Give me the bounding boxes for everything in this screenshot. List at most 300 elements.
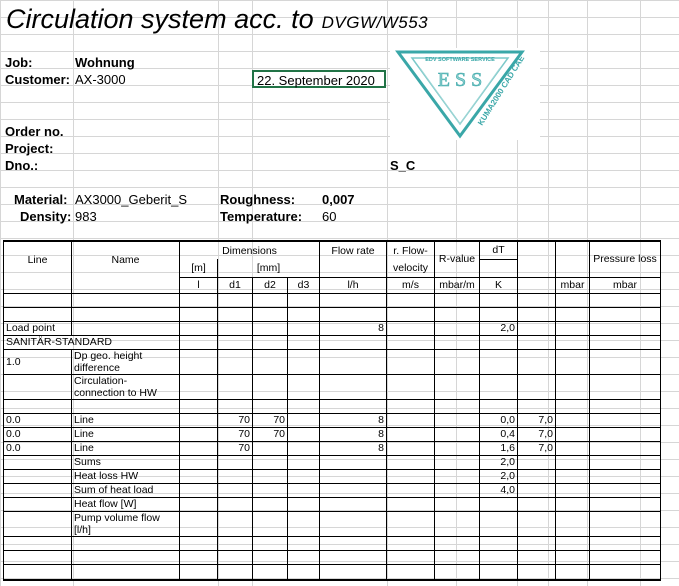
cell-name[interactable]: Heat loss HW: [72, 469, 180, 483]
cell-vel[interactable]: [387, 469, 435, 483]
cell-vel[interactable]: [387, 374, 435, 399]
cell-flow[interactable]: [320, 307, 387, 321]
cell-d2[interactable]: [253, 497, 288, 511]
cell-x[interactable]: [518, 564, 556, 580]
cell-flow[interactable]: [320, 511, 387, 536]
cell-r[interactable]: [435, 564, 480, 580]
circulation-table: [3, 240, 661, 581]
cell-x[interactable]: [518, 455, 556, 469]
cell-line[interactable]: [4, 455, 72, 469]
cell-d1[interactable]: 70: [218, 413, 253, 427]
cell-x[interactable]: 7,0: [518, 441, 556, 455]
cell-d1[interactable]: 70: [218, 441, 253, 455]
header-ms: m/s: [387, 277, 435, 293]
date-cell-selected[interactable]: 22. September 2020: [252, 70, 386, 88]
cell-mbar[interactable]: [556, 349, 590, 374]
table-row: [4, 511, 661, 536]
cell-mbar[interactable]: [556, 483, 590, 497]
cell-mbar[interactable]: [556, 307, 590, 321]
temperature-value[interactable]: 60: [322, 209, 337, 224]
cell-ploss[interactable]: [590, 413, 661, 427]
cell-d3[interactable]: [288, 335, 320, 349]
header-flow-velocity-1: r. Flow-: [387, 241, 435, 259]
header-flow-velocity-2: velocity: [387, 259, 435, 277]
cell-ploss[interactable]: [590, 293, 661, 307]
cell-dt[interactable]: 1,6: [480, 441, 518, 455]
cell-mbar[interactable]: [556, 413, 590, 427]
cell-vel[interactable]: [387, 497, 435, 511]
cell-d3[interactable]: [288, 564, 320, 580]
cell-d1[interactable]: [218, 550, 253, 564]
cell-line[interactable]: [4, 550, 72, 564]
table-row: [4, 427, 661, 441]
cell-d3[interactable]: [288, 511, 320, 536]
cell-line[interactable]: [4, 307, 72, 321]
cell-d3[interactable]: [288, 321, 320, 335]
table-row: [4, 536, 661, 550]
cell-l[interactable]: [180, 427, 218, 441]
cell-d2[interactable]: [253, 441, 288, 455]
header-dimensions: Dimensions: [180, 241, 320, 259]
cell-d1[interactable]: [218, 307, 253, 321]
sc-value[interactable]: S_C: [390, 158, 416, 173]
cell-ploss[interactable]: [590, 550, 661, 564]
cell-l[interactable]: [180, 564, 218, 580]
cell-name[interactable]: Sum of heat load: [72, 483, 180, 497]
header-d3: d3: [288, 277, 320, 293]
table-row: [4, 374, 661, 399]
cell-ploss[interactable]: [590, 321, 661, 335]
cell-name[interactable]: [72, 321, 180, 335]
header-blank-4: [556, 259, 590, 277]
cell-ploss[interactable]: [590, 497, 661, 511]
header-row-1: [4, 241, 661, 259]
cell-dt[interactable]: 2,0: [480, 469, 518, 483]
cell-d3[interactable]: [288, 349, 320, 374]
cell-flow[interactable]: [320, 483, 387, 497]
cell-r[interactable]: [435, 335, 480, 349]
header-mbar-1: mbar: [556, 277, 590, 293]
cell-d1[interactable]: [218, 293, 253, 307]
cell-l[interactable]: [180, 550, 218, 564]
header-blank-5: [518, 277, 556, 293]
cell-ploss[interactable]: [590, 483, 661, 497]
cell-d2[interactable]: [253, 321, 288, 335]
cell-d1[interactable]: [218, 335, 253, 349]
cell-flow[interactable]: [320, 497, 387, 511]
cell-ploss[interactable]: [590, 307, 661, 321]
cell-line[interactable]: [4, 564, 72, 580]
table-row: [4, 349, 661, 374]
svg-text:EDV SOFTWARE SERVICE: EDV SOFTWARE SERVICE: [425, 57, 495, 63]
dno-label: Dno.:: [5, 158, 39, 173]
table-row: [4, 497, 661, 511]
table-row: [4, 550, 661, 564]
header-blank-2: [556, 241, 590, 259]
cell-r[interactable]: [435, 469, 480, 483]
ess-logo-graphic: [390, 48, 540, 140]
cell-l[interactable]: [180, 374, 218, 399]
header-dt: dT: [480, 241, 518, 259]
cell-r[interactable]: [435, 536, 480, 550]
cell-d3[interactable]: [288, 469, 320, 483]
cell-vel[interactable]: [387, 441, 435, 455]
cell-mbar[interactable]: [556, 374, 590, 399]
cell-d2[interactable]: [253, 349, 288, 374]
job-value[interactable]: Wohnung: [75, 55, 135, 70]
cell-dt[interactable]: [480, 550, 518, 564]
cell-name[interactable]: [72, 307, 180, 321]
cell-mbar[interactable]: [556, 511, 590, 536]
cell-l[interactable]: [180, 349, 218, 374]
cell-l[interactable]: [180, 441, 218, 455]
cell-dt[interactable]: 2,0: [480, 455, 518, 469]
cell-line[interactable]: 1.0: [4, 349, 72, 374]
cell-d1[interactable]: [218, 321, 253, 335]
cell-line[interactable]: [4, 374, 72, 399]
cell-ploss[interactable]: [590, 511, 661, 536]
cell-vel[interactable]: [387, 550, 435, 564]
cell-flow[interactable]: 8: [320, 413, 387, 427]
cell-mbar[interactable]: [556, 550, 590, 564]
cell-name[interactable]: Line: [72, 427, 180, 441]
cell-dt[interactable]: [480, 307, 518, 321]
cell-x[interactable]: [518, 497, 556, 511]
cell-d3[interactable]: [288, 536, 320, 550]
cell-d2[interactable]: 70: [253, 427, 288, 441]
header-blank-3: [518, 259, 556, 277]
cell-x[interactable]: [518, 293, 556, 307]
material-label: Material:: [14, 192, 68, 207]
cell-d1[interactable]: [218, 564, 253, 580]
svg-text:E S S: E S S: [437, 69, 483, 91]
cell-d1[interactable]: [218, 455, 253, 469]
cell-line[interactable]: [4, 483, 72, 497]
cell-name[interactable]: [72, 564, 180, 580]
svg-text:KUMA2000 CAD CAE: KUMA2000 CAD CAE: [476, 54, 527, 128]
cell-ploss[interactable]: [590, 536, 661, 550]
density-label: Density:: [20, 209, 72, 224]
cell-l[interactable]: [180, 455, 218, 469]
cell-d2[interactable]: [253, 293, 288, 307]
table-row: [4, 483, 661, 497]
cell-d2[interactable]: [253, 483, 288, 497]
cell-d3[interactable]: [288, 399, 320, 413]
cell-dt[interactable]: 0,4: [480, 427, 518, 441]
cell-flow[interactable]: [320, 455, 387, 469]
ess-logo: [390, 48, 540, 140]
cell-dt[interactable]: 0,0: [480, 413, 518, 427]
cell-flow[interactable]: [320, 399, 387, 413]
cell-dt[interactable]: [480, 335, 518, 349]
table-row: [4, 293, 661, 307]
cell-ploss[interactable]: [590, 441, 661, 455]
cell-ploss[interactable]: [590, 374, 661, 399]
cell-vel[interactable]: [387, 399, 435, 413]
cell-vel[interactable]: [387, 335, 435, 349]
cell-dt[interactable]: 2,0: [480, 321, 518, 335]
table-row: [4, 469, 661, 483]
cell-x[interactable]: [518, 511, 556, 536]
density-value[interactable]: 983: [75, 209, 97, 224]
cell-l[interactable]: [180, 469, 218, 483]
header-blank-1: [518, 241, 556, 259]
cell-flow[interactable]: 8: [320, 321, 387, 335]
cell-r[interactable]: [435, 427, 480, 441]
cell-r[interactable]: [435, 399, 480, 413]
cell-vel[interactable]: [387, 564, 435, 580]
roughness-value[interactable]: 0,007: [322, 192, 355, 207]
cell-d2[interactable]: [253, 536, 288, 550]
cell-r[interactable]: [435, 293, 480, 307]
cell-line[interactable]: [4, 399, 72, 413]
cell-d1[interactable]: [218, 399, 253, 413]
cell-flow[interactable]: [320, 469, 387, 483]
cell-name[interactable]: Circulation-connection to HW: [72, 374, 180, 399]
cell-x[interactable]: 7,0: [518, 427, 556, 441]
cell-r[interactable]: [435, 511, 480, 536]
cell-l[interactable]: [180, 413, 218, 427]
header-flow-blank: [320, 259, 387, 277]
cell-dt[interactable]: [480, 497, 518, 511]
cell-line[interactable]: 0.0: [4, 413, 72, 427]
cell-flow[interactable]: [320, 293, 387, 307]
cell-vel[interactable]: [387, 536, 435, 550]
cell-d2[interactable]: [253, 399, 288, 413]
cell-flow[interactable]: 8: [320, 427, 387, 441]
cell-l[interactable]: [180, 307, 218, 321]
cell-d2[interactable]: [253, 469, 288, 483]
cell-d2[interactable]: [253, 374, 288, 399]
header-m-unit: [m]: [180, 259, 218, 277]
cell-d2[interactable]: [253, 550, 288, 564]
cell-x[interactable]: [518, 349, 556, 374]
cell-flow[interactable]: [320, 349, 387, 374]
cell-d2[interactable]: [253, 307, 288, 321]
cell-d1[interactable]: [218, 536, 253, 550]
cell-l[interactable]: [180, 335, 218, 349]
cell-x[interactable]: [518, 321, 556, 335]
cell-vel[interactable]: [387, 427, 435, 441]
table-row: [4, 441, 661, 455]
order-label: Order no.: [5, 124, 64, 139]
cell-flow[interactable]: [320, 536, 387, 550]
cell-d3[interactable]: [288, 550, 320, 564]
cell-d2[interactable]: [253, 455, 288, 469]
cell-ploss[interactable]: [590, 399, 661, 413]
cell-x[interactable]: [518, 307, 556, 321]
cell-x[interactable]: [518, 469, 556, 483]
cell-vel[interactable]: [387, 307, 435, 321]
header-units-name: [72, 277, 180, 293]
cell-d2[interactable]: 70: [253, 413, 288, 427]
cell-ploss[interactable]: [590, 349, 661, 374]
cell-x[interactable]: [518, 550, 556, 564]
cell-d3[interactable]: [288, 441, 320, 455]
cell-vel[interactable]: [387, 511, 435, 536]
cell-r[interactable]: [435, 497, 480, 511]
cell-d2[interactable]: [253, 335, 288, 349]
cell-name[interactable]: [72, 293, 180, 307]
cell-mbar[interactable]: [556, 293, 590, 307]
cell-l[interactable]: [180, 536, 218, 550]
cell-name[interactable]: [72, 399, 180, 413]
cell-r[interactable]: [435, 321, 480, 335]
cell-d1[interactable]: [218, 483, 253, 497]
cell-line[interactable]: [4, 511, 72, 536]
cell-d2[interactable]: [253, 564, 288, 580]
cell-vel[interactable]: [387, 413, 435, 427]
cell-vel[interactable]: [387, 293, 435, 307]
cell-flow[interactable]: [320, 335, 387, 349]
cell-d3[interactable]: [288, 497, 320, 511]
cell-dt[interactable]: [480, 374, 518, 399]
cell-name[interactable]: Line: [72, 413, 180, 427]
cell-ploss[interactable]: [590, 469, 661, 483]
cell-vel[interactable]: [387, 349, 435, 374]
cell-l[interactable]: [180, 293, 218, 307]
cell-name[interactable]: Pump volume flow [l/h]: [72, 511, 180, 536]
cell-name[interactable]: Sums: [72, 455, 180, 469]
cell-l[interactable]: [180, 511, 218, 536]
cell-d1[interactable]: [218, 469, 253, 483]
cell-r[interactable]: [435, 349, 480, 374]
cell-x[interactable]: [518, 483, 556, 497]
cell-d3[interactable]: [288, 413, 320, 427]
cell-d3[interactable]: [288, 293, 320, 307]
cell-name[interactable]: Line: [72, 441, 180, 455]
header-line: Line: [4, 241, 72, 277]
cell-x[interactable]: [518, 335, 556, 349]
cell-dt[interactable]: [480, 511, 518, 536]
cell-l[interactable]: [180, 321, 218, 335]
cell-d3[interactable]: [288, 307, 320, 321]
cell-d1[interactable]: [218, 511, 253, 536]
customer-label: Customer:: [5, 72, 71, 87]
cell-d1[interactable]: [218, 374, 253, 399]
table-row: [4, 564, 661, 580]
table-body: [4, 293, 661, 580]
header-mbar-2: mbar: [590, 277, 661, 293]
cell-mbar[interactable]: [556, 427, 590, 441]
cell-vel[interactable]: [387, 483, 435, 497]
header-units-line: [4, 277, 72, 293]
cell-dt[interactable]: [480, 536, 518, 550]
table-row: [4, 335, 661, 349]
cell-x[interactable]: [518, 374, 556, 399]
cell-mbar[interactable]: [556, 455, 590, 469]
cell-flow[interactable]: [320, 564, 387, 580]
cell-name[interactable]: Dp geo. height difference: [72, 349, 180, 374]
customer-value[interactable]: AX-3000: [75, 72, 126, 87]
cell-l[interactable]: [180, 483, 218, 497]
cell-ploss[interactable]: [590, 564, 661, 580]
table-row: [4, 307, 661, 321]
cell-mbar[interactable]: [556, 441, 590, 455]
cell-vel[interactable]: [387, 321, 435, 335]
header-mm-unit: [mm]: [218, 259, 320, 277]
cell-line[interactable]: [4, 497, 72, 511]
cell-flow[interactable]: 8: [320, 441, 387, 455]
cell-mbar[interactable]: [556, 497, 590, 511]
cell-r[interactable]: [435, 483, 480, 497]
cell-d3[interactable]: [288, 483, 320, 497]
cell-r[interactable]: [435, 413, 480, 427]
roughness-label: Roughness:: [220, 192, 296, 207]
cell-d1[interactable]: 70: [218, 427, 253, 441]
cell-d1[interactable]: [218, 349, 253, 374]
cell-d2[interactable]: [253, 511, 288, 536]
cell-name[interactable]: Heat flow [W]: [72, 497, 180, 511]
header-d2: d2: [253, 277, 288, 293]
header-r-value: R-value: [435, 241, 480, 277]
cell-line[interactable]: 0.0: [4, 427, 72, 441]
cell-dt[interactable]: [480, 293, 518, 307]
project-label: Project:: [5, 141, 54, 156]
cell-line[interactable]: 0.0: [4, 441, 72, 455]
cell-mbar[interactable]: [556, 321, 590, 335]
cell-r[interactable]: [435, 441, 480, 455]
header-mbarm: mbar/m: [435, 277, 480, 293]
cell-d1[interactable]: [218, 497, 253, 511]
cell-mbar[interactable]: [556, 335, 590, 349]
cell-dt[interactable]: 4,0: [480, 483, 518, 497]
material-value[interactable]: AX3000_Geberit_S: [75, 192, 188, 207]
cell-line[interactable]: [4, 469, 72, 483]
header-units-row: [4, 277, 661, 293]
cell-l[interactable]: [180, 399, 218, 413]
cell-x[interactable]: [518, 536, 556, 550]
cell-line[interactable]: [4, 536, 72, 550]
cell-r[interactable]: [435, 550, 480, 564]
cell-flow[interactable]: [320, 550, 387, 564]
cell-mbar[interactable]: [556, 469, 590, 483]
header-flow-rate: Flow rate: [320, 241, 387, 259]
cell-r[interactable]: [435, 374, 480, 399]
cell-vel[interactable]: [387, 455, 435, 469]
cell-dt[interactable]: [480, 399, 518, 413]
table-row: [4, 399, 661, 413]
cell-line[interactable]: Load point: [4, 321, 72, 335]
cell-ploss[interactable]: [590, 427, 661, 441]
cell-line[interactable]: [4, 293, 72, 307]
cell-ploss[interactable]: [590, 335, 661, 349]
cell-mbar[interactable]: [556, 536, 590, 550]
cell-x[interactable]: 7,0: [518, 413, 556, 427]
table-row: [4, 413, 661, 427]
header-l: l: [180, 277, 218, 293]
cell-flow[interactable]: [320, 374, 387, 399]
cell-name[interactable]: [72, 550, 180, 564]
cell-r[interactable]: [435, 455, 480, 469]
cell-ploss[interactable]: [590, 455, 661, 469]
cell-dt[interactable]: [480, 349, 518, 374]
cell-x[interactable]: [518, 399, 556, 413]
cell-l[interactable]: [180, 497, 218, 511]
cell-d3[interactable]: [288, 374, 320, 399]
job-label: Job:: [5, 55, 33, 70]
header-d1: d1: [218, 277, 253, 293]
cell-d3[interactable]: [288, 455, 320, 469]
page-title: [6, 4, 428, 35]
cell-mbar[interactable]: [556, 564, 590, 580]
cell-dt[interactable]: [480, 564, 518, 580]
cell-line[interactable]: SANITÄR-STANDARD: [4, 335, 180, 349]
cell-mbar[interactable]: [556, 399, 590, 413]
cell-d3[interactable]: [288, 427, 320, 441]
cell-name[interactable]: [72, 536, 180, 550]
cell-r[interactable]: [435, 307, 480, 321]
